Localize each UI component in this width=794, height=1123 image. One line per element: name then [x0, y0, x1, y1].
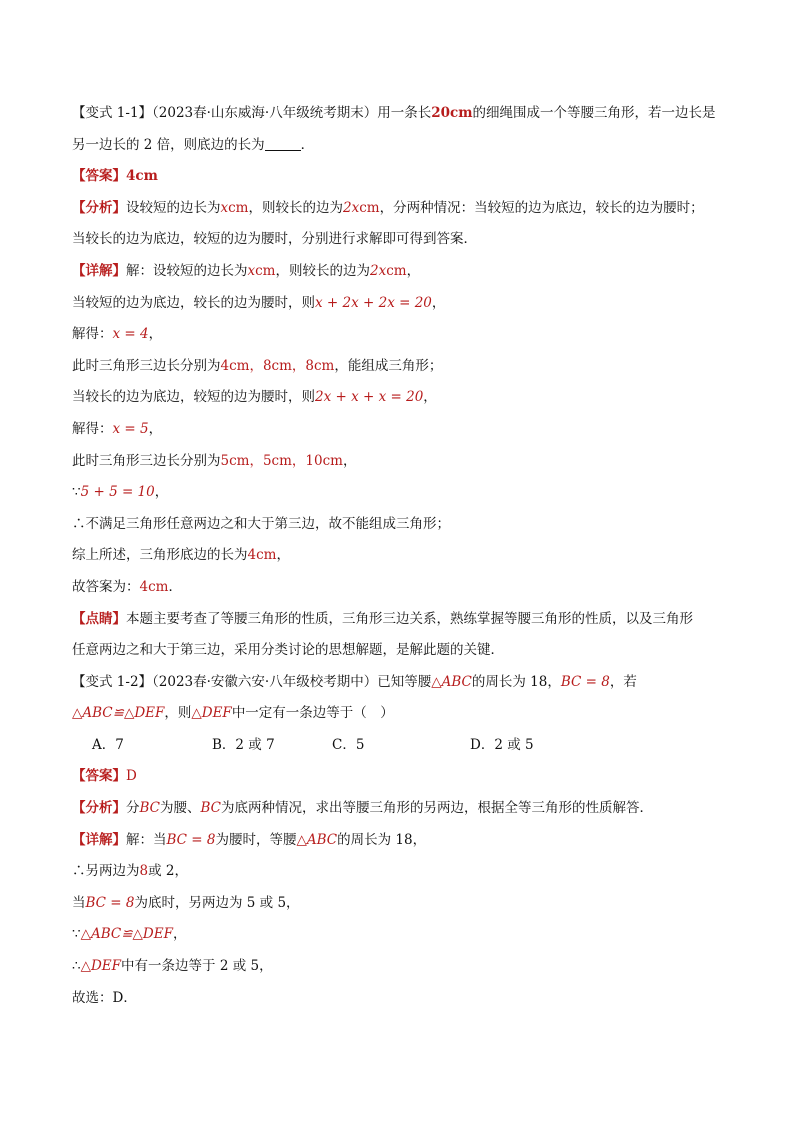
choices-row: [72, 730, 722, 762]
analysis-tag: 【分析】: [72, 199, 126, 216]
question-source: （2023春·安徽六安·八年级校考期中）: [152, 673, 378, 690]
choice-a[interactable]: A．7: [92, 736, 124, 753]
detail-line-7: 此时三角形三边长分别为5cm，5cm，10cm，: [72, 452, 357, 469]
detail-line-4: 此时三角形三边长分别为4cm，8cm，8cm，能组成三角形；: [72, 357, 443, 374]
answer-tag: 【答案】: [72, 768, 126, 785]
answer-line: [72, 161, 722, 193]
detail-line-4: ∵△ABC≌△DEF，: [72, 926, 187, 943]
question-1-2-line-2: △ABC≌△DEF，则△DEF中一定有一条边等于（ ）: [72, 705, 394, 722]
analysis-line-2: 当较长的边为底边，较短的边为腰时，分别进行求解即可得到答案．: [72, 231, 477, 248]
answer-tag: 【答案】: [72, 168, 126, 185]
choice-b[interactable]: B．2 或 7: [212, 736, 275, 753]
detail-line-2: ∴另两边为8或 2，: [72, 863, 188, 880]
detail-line-1: 【详解】解：设较短的边长为xcm，则较长的边为2xcm，: [72, 262, 421, 279]
answer-line: [72, 761, 722, 793]
analysis-line-1: 【分析】设较短的边长为xcm，则较长的边为2xcm，分两种情况：当较短的边为底边，较长的边为腰时；: [72, 199, 704, 216]
note-line-2: 任意两边之和大于第三边，采用分类讨论的思想解题，是解此题的关键．: [72, 642, 504, 659]
detail-tag: 【详解】: [72, 831, 126, 848]
detail-line-6: 故选：D．: [72, 989, 137, 1006]
answer-blank: [265, 136, 301, 151]
question-1-1-line-1: 【变式 1-1】（2023春·山东威海·八年级统考期末）用一条长20cm的细绳围成一个等腰三角形，若一边长是: [72, 105, 716, 121]
analysis-tag: 【分析】: [72, 800, 126, 817]
note-line-1: 【点睛】本题主要考查了等腰三角形的性质，三角形三边关系，熟练掌握等腰三角形的性质，以及三角形: [72, 610, 693, 627]
detail-line-3: 当BC = 8为底时，另两边为 5 或 5，: [72, 894, 300, 911]
question-1-2-line-1: 【变式 1-2】（2023春·安徽六安·八年级校考期中）已知等腰△ABC的周长为 18，BC = 8，若: [72, 673, 637, 690]
question-tag: 【变式 1-2】: [72, 673, 153, 690]
detail-line-5: ∴△DEF中有一条边等于 2 或 5，: [72, 958, 273, 975]
choice-c[interactable]: C．5: [332, 736, 365, 753]
answer-value: 4cm: [126, 168, 158, 185]
question-1-1-line-2: 另一边长的 2 倍，则底边的长为 ．: [72, 136, 315, 153]
detail-line-5: 当较长的边为底边，较短的边为腰时，则2x + x + x = 20，: [72, 389, 437, 406]
analysis-line: 【分析】分BC为腰、BC为底两种情况，求出等腰三角形的另两边，根据全等三角形的性质解答．: [72, 800, 654, 817]
answer-value: D: [126, 768, 137, 785]
detail-line-1: 【详解】解：当BC = 8为腰时，等腰△ABC的周长为 18，: [72, 831, 427, 848]
detail-line-10: 综上所述，三角形底边的长为4cm，: [72, 547, 290, 564]
detail-line-8: ∵5 + 5 = 10，: [72, 484, 169, 501]
question-source: （2023春·山东威海·八年级统考期末）: [152, 105, 378, 121]
detail-tag: 【详解】: [72, 262, 126, 279]
question-tag: 【变式 1-1】: [72, 105, 153, 121]
detail-line-11: 故答案为：4cm．: [72, 578, 182, 595]
document-page: [72, 98, 722, 1014]
choice-d[interactable]: D．2 或 5: [470, 736, 534, 753]
detail-line-3: 解得：x = 4，: [72, 326, 163, 343]
note-tag: 【点睛】: [72, 610, 126, 627]
detail-line-6: 解得：x = 5，: [72, 420, 163, 437]
detail-line-2: 当较短的边为底边，较长的边为腰时，则x + 2x + 2x = 20，: [72, 294, 446, 311]
detail-line-9: ∴不满足三角形任意两边之和大于第三边，故不能组成三角形；: [72, 515, 450, 532]
